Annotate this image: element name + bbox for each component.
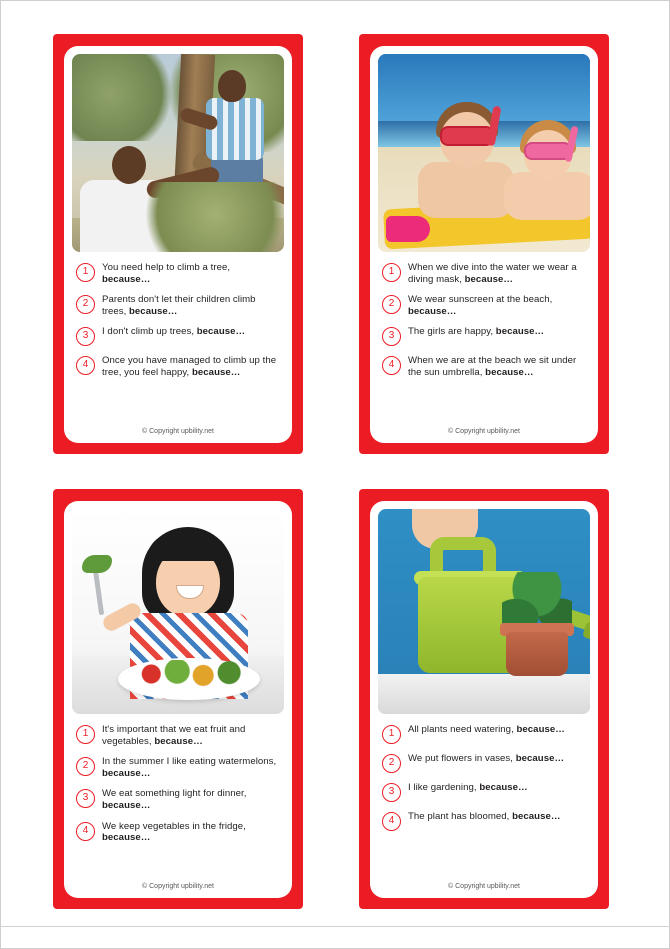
statement-text [408,724,565,736]
statement-because: because… [102,767,151,779]
plant-leaves [502,572,572,628]
list-item [76,724,280,747]
statement-because: because… [102,832,151,844]
statement-text [408,262,586,285]
card-plants-watering[interactable] [359,489,609,909]
statement-prompt: All plants need watering, [408,724,517,735]
shelf [378,674,590,714]
statement-because: because… [408,305,457,317]
statement-number: 3 [76,327,95,346]
statement-because: because… [479,782,528,793]
statement-text [408,355,586,378]
statement-text [102,756,280,779]
photo-father-helping-boy-climb-tree [72,54,284,252]
statement-prompt: When we are at the beach we sit under the sun umbrella, [408,355,577,378]
statement-because: because… [192,366,241,378]
foliage-bottom [140,182,284,252]
statement-because: because… [129,305,178,317]
statement-because: because… [495,326,545,338]
card-inner [370,46,598,443]
statement-number: 1 [382,263,401,282]
statement-prompt: It's important that we eat fruit and vegetables, [102,724,246,747]
photo-two-children-with-diving-masks-on-beach [378,54,590,252]
statement-because: because… [516,724,565,735]
statement-prompt: We eat something light for dinner, [102,788,247,800]
card-grid [1,1,670,916]
card-inner [64,501,292,898]
statement-prompt: Parents don't let their children climb trees, [102,294,256,317]
boy-head [218,70,246,102]
list-item [382,753,586,773]
statement-because: because… [464,273,514,285]
statement-text [408,326,544,338]
statement-prompt: The plant has bloomed, [408,811,513,822]
statement-prompt: We put flowers in vases, [408,753,516,764]
statement-because: because… [102,273,151,285]
statement-number: 4 [382,356,401,375]
statement-text [102,294,280,317]
statement-list [378,252,590,428]
statement-text [102,326,245,338]
statement-prompt: We keep vegetables in the fridge, [102,820,246,832]
statement-number: 4 [76,822,95,841]
statement-list [72,252,284,428]
statement-because: because… [515,753,565,764]
man-head [112,146,146,184]
statement-prompt: The girls are happy, [408,326,496,338]
list-item [382,262,586,285]
statement-prompt: I don't climb up trees, [102,326,197,338]
statement-number: 2 [76,757,95,776]
copyright-notice: © Copyright upbility.net [448,883,520,890]
statement-number: 4 [76,356,95,375]
statement-number: 2 [382,754,401,773]
statement-prompt: I like gardening, [408,782,480,793]
statement-number: 1 [382,725,401,744]
fork [93,569,104,615]
statement-number: 2 [382,295,401,314]
statement-number: 3 [382,327,401,346]
swim-fin [386,216,430,242]
statement-number: 3 [382,783,401,802]
list-item [382,724,586,744]
copyright-notice: © Copyright upbility.net [448,428,520,435]
card-healthy-eating[interactable] [53,489,303,909]
card-inner [64,46,292,443]
list-item [76,294,280,317]
photo-watering-can-and-potted-plant [378,509,590,714]
list-item [382,355,586,378]
statement-because: because… [512,811,561,822]
card-inner [370,501,598,898]
statement-prompt: Once you have managed to climb up the tree, you feel happy, [102,355,277,378]
boy-shirt [206,98,264,160]
statement-text [102,262,280,285]
statement-prompt: When we dive into the water we wear a diving mask, [408,262,577,285]
list-item [382,326,586,346]
statement-because: because… [154,735,203,747]
statement-list [378,714,590,883]
flower-pot [506,632,568,676]
list-item [76,326,280,346]
girl-bangs [148,535,228,561]
child-left-body [418,162,514,218]
statement-text [408,811,561,823]
statement-because: because… [485,366,534,378]
card-beach-diving[interactable] [359,34,609,454]
child-left-diving-mask [440,126,494,146]
list-item [382,811,586,831]
list-item [76,756,280,779]
statement-text [408,782,528,794]
footer-divider [1,926,670,927]
list-item [76,355,280,378]
statement-because: because… [196,326,246,338]
statement-text [408,294,586,317]
statement-number: 1 [76,725,95,744]
copyright-notice: © Copyright upbility.net [142,428,214,435]
statement-text [102,788,280,811]
statement-prompt: In the summer I like eating watermelons, [102,756,277,768]
statement-number: 4 [382,812,401,831]
statement-text [408,753,564,765]
copyright-notice: © Copyright upbility.net [142,883,214,890]
list-item [76,788,280,811]
lettuce-leaf [82,555,112,573]
photo-girl-eating-salad [72,509,284,714]
statement-number: 3 [76,789,95,808]
statement-because: because… [102,799,151,811]
statement-text [102,821,280,844]
statement-prompt: You need help to climb a tree, [102,262,231,273]
list-item [382,294,586,317]
card-tree-climbing[interactable] [53,34,303,454]
statement-number: 2 [76,295,95,314]
salad [130,660,248,688]
list-item [76,821,280,844]
statement-prompt: We wear sunscreen at the beach, [408,294,553,306]
statement-text [102,724,280,747]
statement-text [102,355,280,378]
statement-number: 1 [76,263,95,282]
list-item [76,262,280,285]
statement-list [72,714,284,883]
list-item [382,782,586,802]
